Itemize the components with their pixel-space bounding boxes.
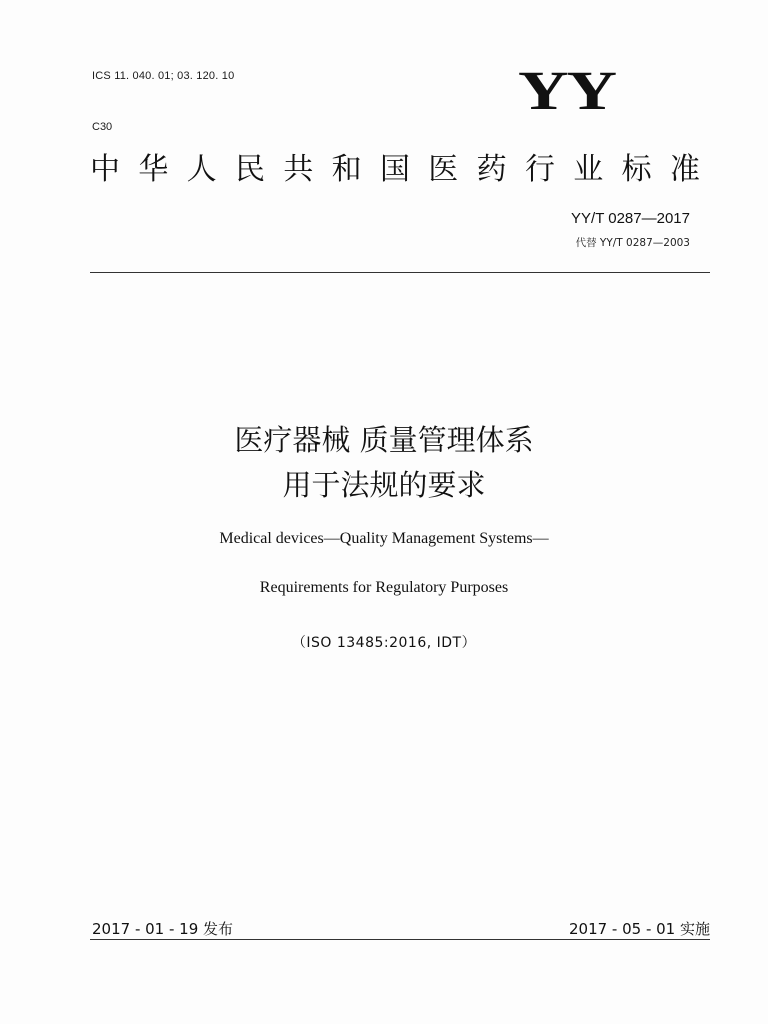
footer-divider bbox=[90, 939, 710, 940]
standard-type-char: 人 bbox=[186, 152, 217, 187]
chinese-title-line1: 医疗器械 质量管理体系 bbox=[234, 423, 534, 457]
standard-type-char: 中 bbox=[90, 152, 120, 187]
implement-date: 2017 - 05 - 01 实施 bbox=[568, 920, 710, 938]
standard-type-char: 业 bbox=[573, 152, 604, 187]
standard-type-char: 医 bbox=[428, 152, 459, 187]
standard-type-char: 行 bbox=[524, 152, 555, 187]
standard-number: YY/T 0287—2017 bbox=[571, 210, 690, 227]
iso-equivalence: （ISO 13485:2016, IDT） bbox=[291, 635, 477, 651]
yy-logo: YY bbox=[518, 61, 616, 122]
english-title-line1: Medical devices—Quality Management Systems— bbox=[219, 530, 549, 547]
replaces-standard: 代替 YY/T 0287—2003 bbox=[575, 237, 690, 249]
standard-type-char: 标 bbox=[621, 152, 652, 187]
standard-type-char: 国 bbox=[379, 152, 410, 187]
standard-type-char: 和 bbox=[331, 152, 362, 187]
standard-type-char: 药 bbox=[476, 152, 507, 187]
ccs-code: C30 bbox=[92, 121, 113, 133]
publish-date: 2017 - 01 - 19 发布 bbox=[92, 920, 234, 938]
english-title-line2: Requirements for Regulatory Purposes bbox=[259, 579, 509, 596]
standard-type-char: 共 bbox=[283, 152, 314, 187]
ics-code: ICS 11. 040. 01; 03. 120. 10 bbox=[92, 70, 235, 82]
standard-type-title bbox=[90, 150, 700, 190]
chinese-title-line2: 用于法规的要求 bbox=[282, 468, 486, 502]
standard-type-char: 华 bbox=[138, 152, 169, 187]
standard-type-char: 准 bbox=[669, 152, 700, 187]
header-divider bbox=[90, 272, 710, 273]
standard-type-char: 民 bbox=[234, 152, 265, 187]
